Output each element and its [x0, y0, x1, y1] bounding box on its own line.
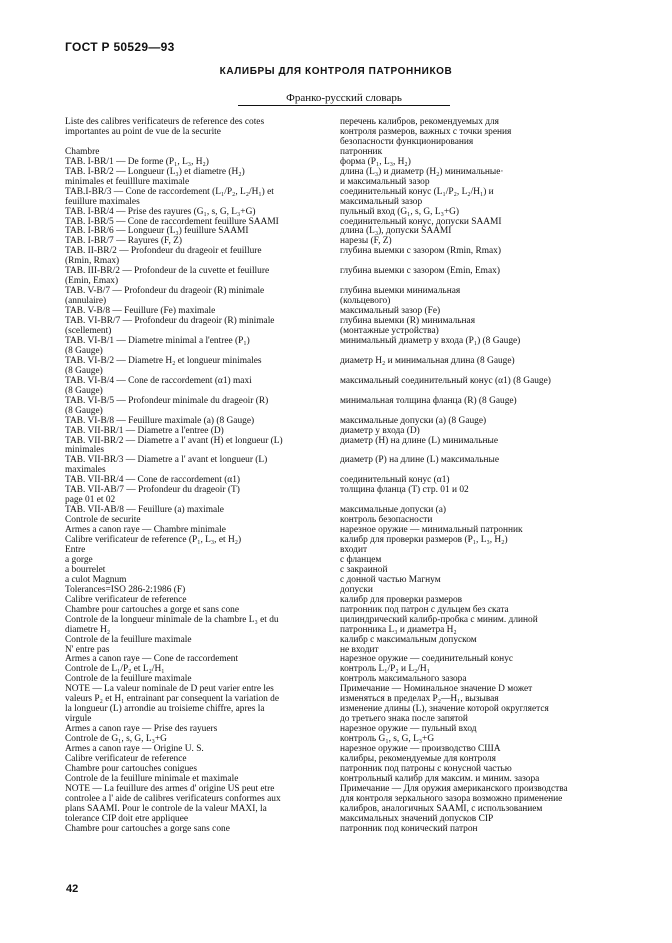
french-term-line: Armes a canon raye — Chambre minimale — [65, 525, 226, 536]
french-term-line: TAB. VI-B/5 — Profondeur minimale du drageoir (R) — [65, 395, 269, 406]
russian-term-line: минимальный диаметр у входа (P₁) (8 Gauge) — [340, 335, 521, 346]
russian-term-line: (кольцевого) — [340, 296, 391, 307]
french-term-line: TAB. III-BR/2 — Profondeur de la cuvette et feuillure — [65, 266, 270, 277]
russian-term-line: глубина выемки с зазором (Emin, Emax) — [340, 266, 500, 277]
french-term-line: Controle de securite — [65, 515, 141, 526]
french-term-line: a culot Magnum — [65, 574, 127, 585]
french-term-line: TAB. I-BR/5 — Cone de raccordement feuillure SAAMI — [65, 216, 279, 227]
french-term-line — [65, 138, 320, 148]
russian-term-line: калибр для проверки размеров — [340, 594, 463, 605]
russian-term-line: не входит — [340, 644, 379, 655]
french-term-line: Controle de la longueur minimale de la chambre L₃ et du — [65, 614, 279, 625]
russian-term-line: патронник под патроны с конусной частью — [340, 763, 512, 774]
french-term-line: controlee a l' aide de calibres verificateurs conformes aux — [65, 793, 281, 804]
french-term-line: (scellement) — [65, 326, 112, 337]
french-term-line: TAB. II-BR/2 — Profondeur du drageoir et feuillure — [65, 246, 262, 257]
russian-term-line: толщина фланца (T) стр. 01 и 02 — [340, 485, 469, 496]
french-term-line: Chambre pour cartouches a gorge sans cone — [65, 823, 230, 834]
french-term-line: tolerance CIP doit etre appliquee — [65, 813, 189, 824]
russian-term-line: максимальные допуски (a) (8 Gauge) — [340, 415, 487, 426]
french-term-line: TAB. VII-AB/7 — Profondeur du drageoir (T) — [65, 485, 240, 496]
french-term-line: Calibre verificateur de reference — [65, 754, 187, 764]
russian-term-line: диаметр H₂ и минимальная длина (8 Gauge) — [340, 355, 515, 366]
french-term-line: TAB. I-BR/1 — De forme (P₁, L₃, H₂) — [65, 156, 209, 167]
russian-term-line: контроль безопасности — [340, 515, 433, 526]
russian-term-line: нарезы (F, Z) — [340, 236, 392, 247]
russian-term-line: глубина выемки минимальная — [340, 286, 461, 297]
russian-term-line: минимальная толщина фланца (R) (8 Gauge) — [340, 395, 517, 406]
french-term-line: TAB. VI-B/1 — Diametre minimal a l'entree (P₁) — [65, 335, 250, 346]
french-term-line: TAB. VII-BR/4 — Cone de raccordement (α1) — [65, 475, 241, 486]
french-term-line: minimales — [65, 445, 105, 456]
russian-term-line: входит — [340, 544, 368, 555]
french-term-line: TAB. V-B/7 — Profondeur du drageoir (R) minimale — [65, 286, 265, 297]
french-term-line: Armes a canon raye — Prise des rayuers — [65, 724, 218, 735]
russian-term-line: контроль максимального зазора — [340, 674, 467, 685]
russian-term-line: патронник под патрон с дульцем без ската — [340, 604, 509, 615]
french-term-line: N' entre pas — [65, 644, 110, 655]
french-term-line: TAB. I-BR/2 — Longueur (L₃) et diametre (H₂) — [65, 166, 245, 177]
russian-term-line: форма (P₁, L₃, H₂) — [340, 156, 411, 167]
french-term-line: Controle de G₁, s, G, L₃+G — [65, 734, 167, 745]
french-term-line: la longueur (L) arrondie au troisieme chiffre, apres la — [65, 704, 265, 715]
russian-term-line: нарезное оружие — соединительный конус — [340, 654, 514, 665]
french-term-line: Calibre verificateur de reference — [65, 594, 187, 605]
document-header: ГОСТ Р 50529—93 — [65, 40, 175, 54]
russian-term-line: и максимальный зазор — [340, 176, 430, 187]
russian-term-line: соединительный конус (L₁/P₂, L₂/H₁) и — [340, 186, 494, 197]
russian-term-line: диаметр (P) на длине (L) максимальные — [340, 455, 499, 466]
french-term-line: a bourrelet — [65, 564, 106, 575]
russian-term-line: перечень калибров, рекомендуемых для — [340, 117, 499, 127]
french-term-line: TAB. VI-B/4 — Cone de raccordement (α1) maxi — [65, 375, 252, 386]
french-term-line: (Emin, Emax) — [65, 276, 119, 287]
french-term-line: virgule — [65, 714, 92, 725]
russian-term-line: диаметр (H) на длине (L) минимальные — [340, 435, 498, 446]
french-term-line: Tolerances=ISO 286-2:1986 (F) — [65, 584, 186, 595]
french-term-line: (8 Gauge) — [65, 385, 103, 396]
russian-term-line: Примечание — Для оружия американского производства — [340, 783, 568, 794]
russian-term-line: (монтажные устройства) — [340, 326, 439, 337]
russian-term-line: длина (L₃), допуски SAAMI — [340, 226, 452, 237]
french-term-line: feuillure maximales — [65, 196, 140, 207]
french-term-line: a gorge — [65, 554, 93, 565]
russian-term-line: нарезное оружие — пульный вход — [340, 724, 477, 735]
french-term-line: (8 Gauge) — [65, 345, 103, 356]
french-term-line: Controle de la feuillure maximale — [65, 674, 192, 685]
russian-term-line: пульный вход (G₁, s, G, L₃+G) — [340, 206, 460, 217]
french-term-line: TAB. VI-B/8 — Feuillure maximale (a) (8 Gauge) — [65, 415, 255, 426]
french-term-line: TAB. V-B/8 — Feuillure (Fe) maximale — [65, 306, 216, 317]
russian-term-line: с фланцем — [340, 554, 382, 565]
french-term-line: (8 Gauge) — [65, 365, 103, 376]
russian-term-line: калибр с максимальным допуском — [340, 634, 477, 645]
russian-term-line: контроль L₁/P₂ и L₂/H₁ — [340, 664, 430, 675]
french-term-line: Chambre — [65, 146, 100, 157]
french-term-line: Calibre verificateur de reference (P₁, L₃, et H₂) — [65, 535, 242, 546]
russian-term-line: патронник под конический патрон — [340, 823, 478, 834]
russian-column — [340, 118, 605, 835]
page-number: 42 — [66, 883, 79, 895]
russian-term-line: калибр для проверки размеров (P₁, L₃, H₂) — [340, 535, 508, 546]
french-term-line: TAB.I-BR/3 — Cone de raccordement (L₁/P₂, L₂/H₁) et — [65, 186, 274, 197]
russian-term-line: до третьего знака после запятой — [340, 714, 468, 725]
page-title: КАЛИБРЫ ДЛЯ КОНТРОЛЯ ПАТРОННИКОВ — [219, 66, 453, 77]
french-term-line: Armes a canon raye — Origine U. S. — [65, 744, 204, 755]
french-term-line: TAB. VII-BR/1 — Diametre a l'entree (D) — [65, 425, 224, 436]
french-term-line: TAB. I-BR/7 — Rayures (F, Z) — [65, 236, 182, 247]
russian-term-line: патронник — [340, 146, 383, 157]
french-term-line: Controle de L₁/P₂ et L₂/H₁ — [65, 664, 165, 675]
french-term-line: NOTE — La valeur nominale de D peut varier entre les — [65, 684, 274, 695]
russian-term-line: изменение длины (L), значение которой округляется — [340, 704, 549, 715]
russian-term-line: глубина выемки (R) минимальная — [340, 316, 476, 327]
russian-term-line: для контроля зеркального зазора возможно применение — [340, 793, 563, 804]
french-term-line: TAB. VI-B/2 — Diametre H₂ et longueur minimales — [65, 355, 262, 366]
page-subtitle: Франко-русский словарь — [238, 92, 450, 106]
russian-term-line: патронника L₃ и диаметра H₂ — [340, 624, 457, 635]
russian-term-line: глубина выемки с зазором (Rmin, Rmax) — [340, 246, 501, 257]
french-term-line: Liste des calibres verificateurs de reference des cotes — [65, 117, 265, 127]
russian-term-line: контроль G₁, s, G, L₃+G — [340, 734, 435, 745]
russian-term-line: длина (L₃) и диаметр (H₂) минимальные· — [340, 166, 504, 177]
french-term-line: maximales — [65, 465, 106, 476]
french-term-line: Controle de la feuillure minimale et maximale — [65, 773, 239, 784]
french-term-line: Chambre pour cartouches conigues — [65, 763, 197, 774]
french-term-line: TAB. VII-BR/3 — Diametre a l' avant et longueur (L) — [65, 455, 268, 466]
russian-term-line: контроля размеров, важных с точки зрения — [340, 126, 512, 137]
russian-term-line: Примечание — Номинальное значение D может — [340, 684, 533, 695]
french-column — [65, 118, 320, 835]
russian-term-line: максимальные допуски (a) — [340, 505, 447, 516]
russian-term-line: соединительный конус (α1) — [340, 475, 450, 486]
russian-term-line: максимальный зазор (Fe) — [340, 306, 441, 317]
russian-term-line: с закраиной — [340, 564, 388, 575]
russian-term-line: нарезное оружие — минимальный патронник — [340, 525, 523, 536]
russian-term-line: безопасности функционирования — [340, 136, 474, 147]
russian-term-line: изменяться в пределах P₂—H₁, вызывая — [340, 694, 499, 705]
french-term-line: diametre H₂ — [65, 624, 111, 635]
french-term-line: importantes au point de vue de la securite — [65, 126, 221, 137]
french-term-line: valeurs P₂ et H₁ entrainant par consequent la variation de — [65, 694, 280, 705]
russian-term-line: калибры, рекомендуемые для контроля — [340, 754, 496, 764]
french-term-line: minimales et feuilllure maximale — [65, 176, 190, 187]
russian-term-line: соединительный конус, допуски SAAMI — [340, 216, 502, 227]
russian-term-line: цилиндрический калибр-пробка с миним. длиной — [340, 614, 538, 625]
russian-term-line: допуски — [340, 584, 373, 595]
french-term-line: Chambre pour cartouches a gorge et sans cone — [65, 604, 239, 615]
french-term-line: (annulaire) — [65, 296, 107, 307]
french-term-line: TAB. I-BR/6 — Longueur (L₃) feuillure SAAMI — [65, 226, 249, 237]
french-term-line: Entre — [65, 544, 86, 555]
russian-term-line: калибров, аналогичных SAAMI, с использованием — [340, 803, 543, 814]
french-term-line: (Rmin, Rmax) — [65, 256, 120, 267]
russian-term-line: контрольный калибр для максим. и миним. зазора — [340, 773, 540, 784]
french-term-line: Armes a canon raye — Cone de raccordement — [65, 654, 239, 665]
french-term-line: NOTE — La feuillure des armes d' origine US peut etre — [65, 783, 275, 794]
french-term-line: (8 Gauge) — [65, 405, 103, 416]
french-term-line: Controle de la feuillure maximale — [65, 634, 192, 645]
french-term-line: TAB. VI-BR/7 — Profondeur du drageoir (R) minimale — [65, 316, 275, 327]
french-term-line: TAB. I-BR/4 — Prise des rayures (G₁, s, G, L₃+G) — [65, 206, 256, 217]
french-term-line: TAB. VII-AB/8 — Feuillure (a) maximale — [65, 505, 224, 516]
russian-term-line: нарезное оружие — производство США — [340, 744, 501, 755]
russian-term-line: с донной частью Магнум — [340, 574, 441, 585]
french-term-line: TAB. VII-BR/2 — Diametre a l' avant (H) et longueur (L) — [65, 435, 283, 446]
french-term-line: page 01 et 02 — [65, 495, 116, 506]
french-term-line: plans SAAMI. Pour le controle de la valeur MAXI, la — [65, 803, 267, 814]
russian-term-line: максимальных значений допусков CIP — [340, 813, 494, 824]
russian-term-line: максимальный соединительный конус (α1) (8 Gauge) — [340, 375, 551, 386]
russian-term-line: максимальный зазор — [340, 196, 423, 207]
russian-term-line: диаметр у входа (D) — [340, 425, 420, 436]
